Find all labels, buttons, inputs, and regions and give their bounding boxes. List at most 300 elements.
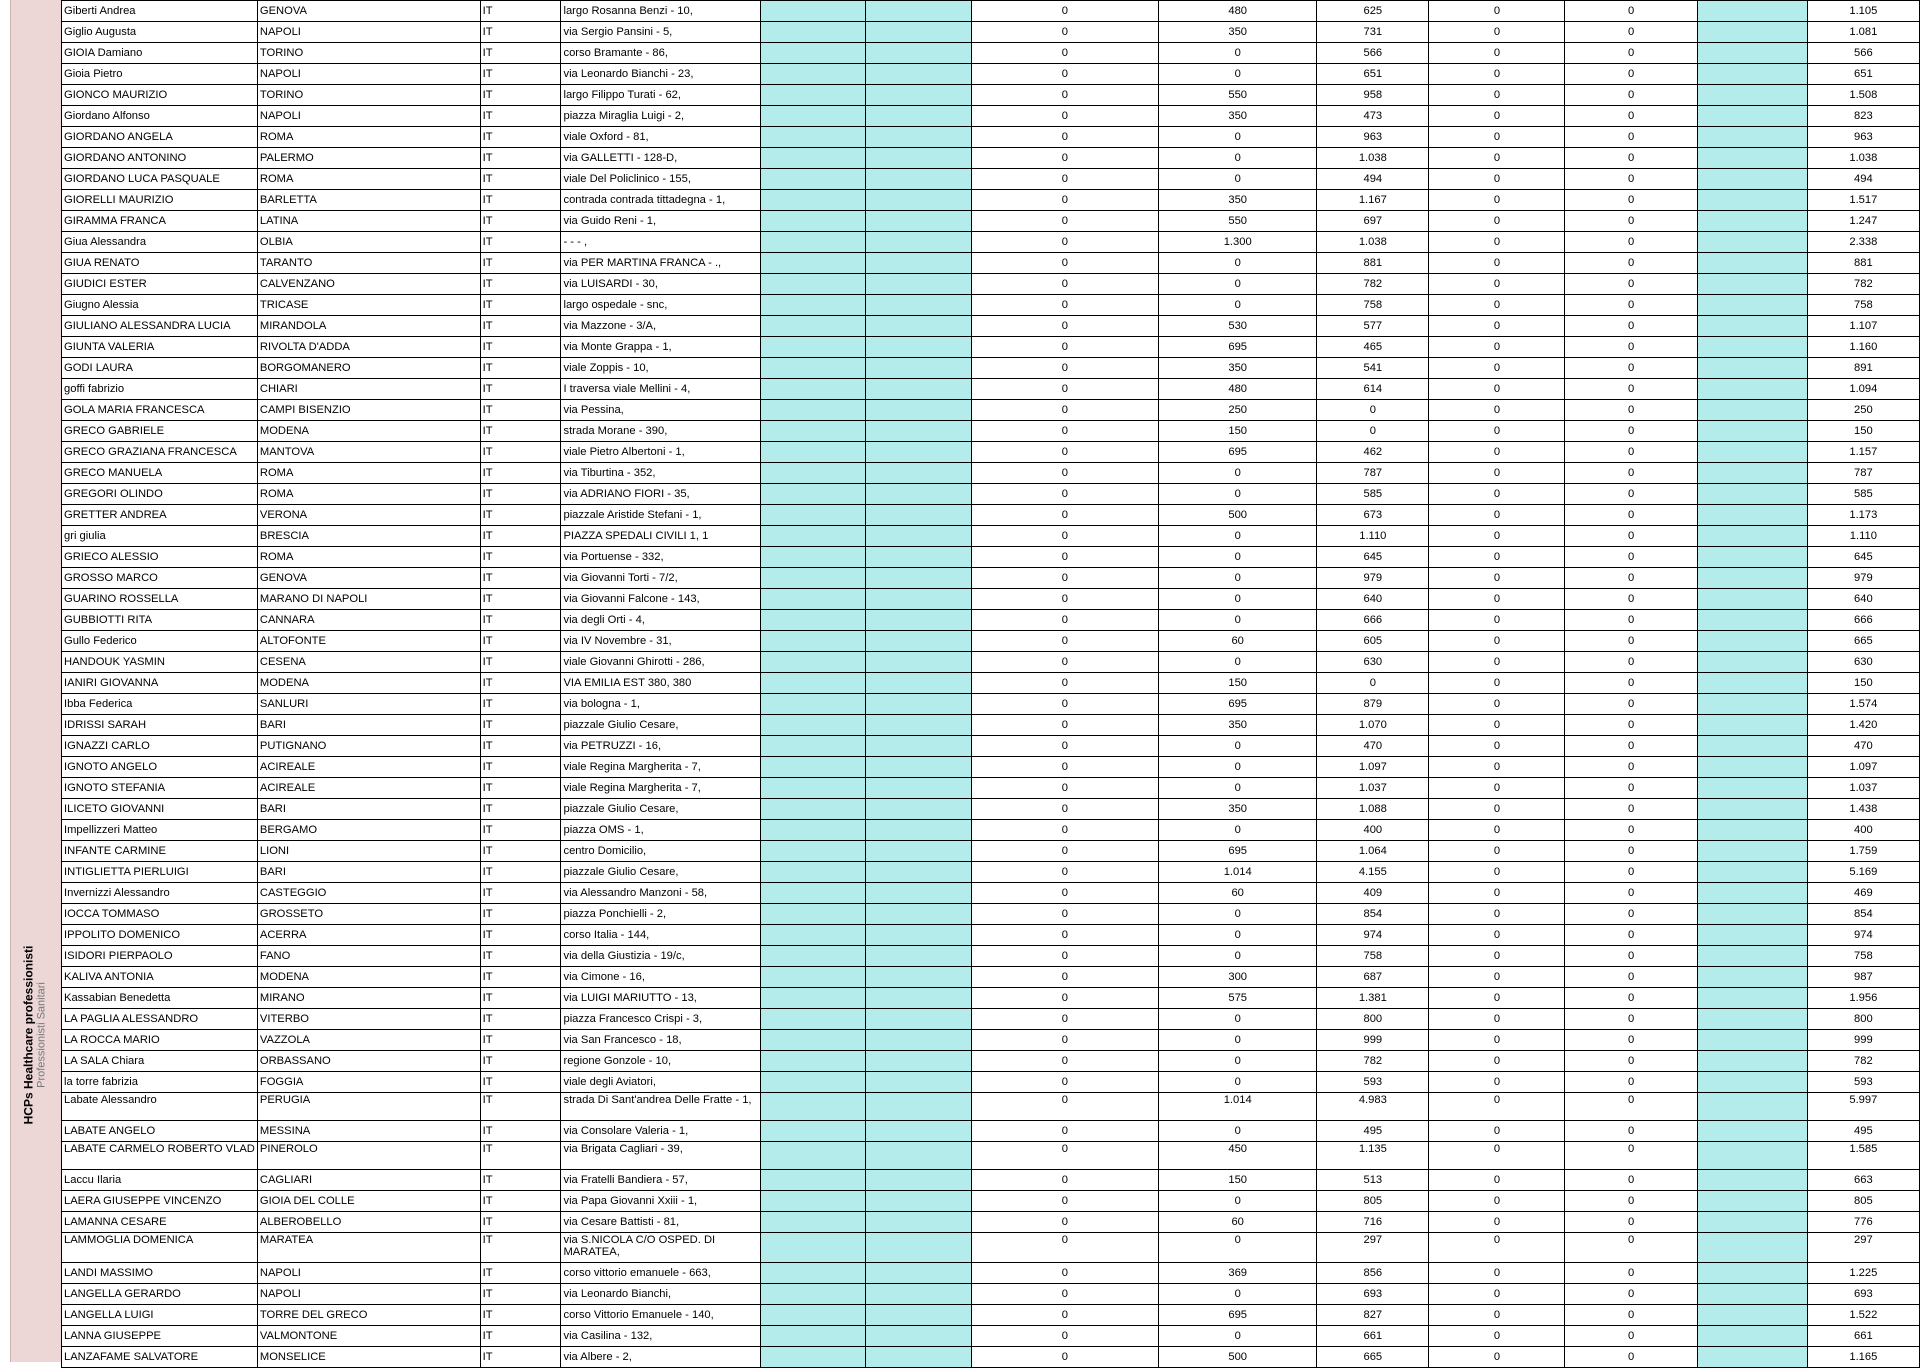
value-cell: 0 (1317, 673, 1429, 694)
value-cell: 0 (1565, 337, 1697, 358)
country-cell: IT (480, 757, 561, 778)
total-cell: 1.081 (1807, 22, 1919, 43)
value-cell: 470 (1317, 736, 1429, 757)
city-cell: CASTEGGIO (257, 883, 480, 904)
table-row (62, 64, 1920, 85)
table-row (62, 463, 1920, 484)
country-cell: IT (480, 904, 561, 925)
highlight-cell (761, 442, 866, 463)
highlight-cell (761, 148, 866, 169)
value-cell: 0 (1429, 316, 1565, 337)
value-cell: 881 (1317, 253, 1429, 274)
address-cell: via S.NICOLA C/O OSPED. DI MARATEA, (561, 1233, 761, 1263)
highlight-cell (761, 358, 866, 379)
highlight-cell (866, 190, 971, 211)
value-cell: 480 (1159, 1, 1317, 22)
highlight-cell (761, 1121, 866, 1142)
value-cell: 0 (971, 190, 1159, 211)
value-cell: 0 (1429, 1051, 1565, 1072)
total-cell: 1.517 (1807, 190, 1919, 211)
total-cell: 2.338 (1807, 232, 1919, 253)
table-row (62, 904, 1920, 925)
city-cell: VALMONTONE (257, 1326, 480, 1347)
highlight-cell (761, 1263, 866, 1284)
highlight-cell (866, 589, 971, 610)
table-row (62, 1051, 1920, 1072)
highlight-cell (866, 127, 971, 148)
value-cell: 0 (1159, 946, 1317, 967)
country-cell: IT (480, 400, 561, 421)
value-cell: 0 (971, 526, 1159, 547)
name-cell: gri giulia (62, 526, 258, 547)
city-cell: VITERBO (257, 1009, 480, 1030)
highlight-cell (1697, 190, 1807, 211)
name-cell: HANDOUK YASMIN (62, 652, 258, 673)
highlight-cell (1697, 295, 1807, 316)
city-cell: NAPOLI (257, 1284, 480, 1305)
table-row (62, 1030, 1920, 1051)
highlight-cell (866, 358, 971, 379)
value-cell: 0 (1429, 1284, 1565, 1305)
total-cell: 150 (1807, 673, 1919, 694)
value-cell: 0 (971, 547, 1159, 568)
address-cell: viale Oxford - 81, (561, 127, 761, 148)
city-cell: MANTOVA (257, 442, 480, 463)
value-cell: 0 (1429, 253, 1565, 274)
highlight-cell (866, 799, 971, 820)
highlight-cell (866, 1142, 971, 1170)
value-cell: 0 (971, 64, 1159, 85)
highlight-cell (866, 484, 971, 505)
country-cell: IT (480, 85, 561, 106)
value-cell: 0 (1565, 421, 1697, 442)
table-row (62, 442, 1920, 463)
value-cell: 0 (1429, 421, 1565, 442)
value-cell: 0 (971, 799, 1159, 820)
highlight-cell (1697, 1072, 1807, 1093)
value-cell: 0 (971, 106, 1159, 127)
name-cell: LANNA GIUSEPPE (62, 1326, 258, 1347)
address-cell: piazzale Giulio Cesare, (561, 799, 761, 820)
city-cell: OLBIA (257, 232, 480, 253)
value-cell: 60 (1159, 631, 1317, 652)
highlight-cell (761, 1142, 866, 1170)
name-cell: GIRAMMA FRANCA (62, 211, 258, 232)
value-cell: 0 (1159, 43, 1317, 64)
name-cell: GODI LAURA (62, 358, 258, 379)
highlight-cell (1697, 694, 1807, 715)
value-cell: 0 (971, 400, 1159, 421)
country-cell: IT (480, 1072, 561, 1093)
highlight-cell (1697, 904, 1807, 925)
highlight-cell (866, 1347, 971, 1368)
highlight-cell (866, 442, 971, 463)
name-cell: GRECO MANUELA (62, 463, 258, 484)
table-row (62, 988, 1920, 1009)
country-cell: IT (480, 1009, 561, 1030)
address-cell: largo Rosanna Benzi - 10, (561, 1, 761, 22)
table-container (61, 0, 1920, 1368)
value-cell: 500 (1159, 1347, 1317, 1368)
value-cell: 0 (1565, 106, 1697, 127)
address-cell: via LUIGI MARIUTTO - 13, (561, 988, 761, 1009)
name-cell: la torre fabrizia (62, 1072, 258, 1093)
value-cell: 0 (1565, 1212, 1697, 1233)
value-cell: 0 (1565, 43, 1697, 64)
value-cell: 0 (1565, 778, 1697, 799)
total-cell: 665 (1807, 631, 1919, 652)
table-row (62, 1093, 1920, 1121)
table-row (62, 1121, 1920, 1142)
table-row (62, 1233, 1920, 1263)
value-cell: 0 (971, 358, 1159, 379)
city-cell: ROMA (257, 484, 480, 505)
highlight-cell (1697, 253, 1807, 274)
highlight-cell (761, 715, 866, 736)
value-cell: 1.037 (1317, 778, 1429, 799)
total-cell: 979 (1807, 568, 1919, 589)
table-row (62, 337, 1920, 358)
city-cell: ACIREALE (257, 778, 480, 799)
value-cell: 0 (971, 820, 1159, 841)
country-cell: IT (480, 715, 561, 736)
value-cell: 0 (1429, 1212, 1565, 1233)
country-cell: IT (480, 106, 561, 127)
highlight-cell (1697, 211, 1807, 232)
country-cell: IT (480, 988, 561, 1009)
value-cell: 0 (1159, 1326, 1317, 1347)
value-cell: 0 (1159, 169, 1317, 190)
highlight-cell (761, 1072, 866, 1093)
total-cell: 1.247 (1807, 211, 1919, 232)
highlight-cell (1697, 1093, 1807, 1121)
value-cell: 0 (971, 169, 1159, 190)
country-cell: IT (480, 1142, 561, 1170)
highlight-cell (866, 421, 971, 442)
value-cell: 462 (1317, 442, 1429, 463)
highlight-cell (1697, 988, 1807, 1009)
city-cell: CAGLIARI (257, 1170, 480, 1191)
country-cell: IT (480, 1, 561, 22)
vertical-section-label (22, 946, 49, 1125)
highlight-cell (761, 421, 866, 442)
total-cell: 1.438 (1807, 799, 1919, 820)
table-row (62, 1263, 1920, 1284)
name-cell: LAMANNA CESARE (62, 1212, 258, 1233)
table-row (62, 1191, 1920, 1212)
value-cell: 513 (1317, 1170, 1429, 1191)
highlight-cell (1697, 1212, 1807, 1233)
value-cell: 958 (1317, 85, 1429, 106)
value-cell: 979 (1317, 568, 1429, 589)
value-cell: 0 (1565, 274, 1697, 295)
highlight-cell (1697, 946, 1807, 967)
value-cell: 0 (971, 1326, 1159, 1347)
city-cell: PERUGIA (257, 1093, 480, 1121)
value-cell: 0 (1429, 232, 1565, 253)
highlight-cell (761, 22, 866, 43)
highlight-cell (1697, 1233, 1807, 1263)
value-cell: 0 (971, 1009, 1159, 1030)
value-cell: 0 (1429, 736, 1565, 757)
value-cell: 0 (1565, 463, 1697, 484)
highlight-cell (1697, 1051, 1807, 1072)
value-cell: 297 (1317, 1233, 1429, 1263)
highlight-cell (866, 757, 971, 778)
table-row (62, 22, 1920, 43)
country-cell: IT (480, 1212, 561, 1233)
address-cell: piazzale Giulio Cesare, (561, 715, 761, 736)
country-cell: IT (480, 1305, 561, 1326)
name-cell: GRECO GRAZIANA FRANCESCA (62, 442, 258, 463)
highlight-cell (1697, 736, 1807, 757)
highlight-cell (866, 652, 971, 673)
value-cell: 0 (1159, 925, 1317, 946)
highlight-cell (1697, 862, 1807, 883)
value-cell: 0 (1565, 379, 1697, 400)
highlight-cell (866, 862, 971, 883)
value-cell: 0 (1565, 904, 1697, 925)
address-cell: via Brigata Cagliari - 39, (561, 1142, 761, 1170)
address-cell: via Mazzone - 3/A, (561, 316, 761, 337)
value-cell: 0 (1565, 1072, 1697, 1093)
table-row (62, 505, 1920, 526)
value-cell: 0 (1565, 988, 1697, 1009)
value-cell: 0 (971, 85, 1159, 106)
city-cell: GROSSETO (257, 904, 480, 925)
highlight-cell (866, 274, 971, 295)
name-cell: GIOIA Damiano (62, 43, 258, 64)
highlight-cell (1697, 1284, 1807, 1305)
highlight-cell (761, 505, 866, 526)
city-cell: LIONI (257, 841, 480, 862)
address-cell: via Casilina - 132, (561, 1326, 761, 1347)
value-cell: 0 (1429, 1326, 1565, 1347)
highlight-cell (1697, 358, 1807, 379)
city-cell: ORBASSANO (257, 1051, 480, 1072)
highlight-cell (866, 904, 971, 925)
address-cell: via Pessina, (561, 400, 761, 421)
value-cell: 0 (1565, 1326, 1697, 1347)
value-cell: 782 (1317, 1051, 1429, 1072)
highlight-cell (761, 946, 866, 967)
value-cell: 0 (1429, 1347, 1565, 1368)
value-cell: 0 (1159, 295, 1317, 316)
highlight-cell (866, 1030, 971, 1051)
total-cell: 1.759 (1807, 841, 1919, 862)
address-cell: corso Italia - 144, (561, 925, 761, 946)
country-cell: IT (480, 463, 561, 484)
name-cell: Giugno Alessia (62, 295, 258, 316)
table-row (62, 190, 1920, 211)
value-cell: 0 (971, 757, 1159, 778)
value-cell: 0 (1159, 820, 1317, 841)
table-row (62, 820, 1920, 841)
highlight-cell (1697, 673, 1807, 694)
value-cell: 0 (1565, 925, 1697, 946)
highlight-cell (1697, 778, 1807, 799)
value-cell: 0 (971, 967, 1159, 988)
value-cell: 0 (971, 295, 1159, 316)
value-cell: 625 (1317, 1, 1429, 22)
value-cell: 0 (971, 274, 1159, 295)
table-row (62, 169, 1920, 190)
table-row (62, 736, 1920, 757)
table-row (62, 484, 1920, 505)
city-cell: MARANO DI NAPOLI (257, 589, 480, 610)
total-cell: 250 (1807, 400, 1919, 421)
highlight-cell (1697, 1, 1807, 22)
value-cell: 0 (971, 1030, 1159, 1051)
highlight-cell (866, 568, 971, 589)
country-cell: IT (480, 379, 561, 400)
value-cell: 0 (1565, 442, 1697, 463)
highlight-cell (761, 190, 866, 211)
address-cell: via della Giustizia - 19/c, (561, 946, 761, 967)
value-cell: 0 (1429, 22, 1565, 43)
value-cell: 0 (1159, 547, 1317, 568)
total-cell: 891 (1807, 358, 1919, 379)
value-cell: 0 (971, 421, 1159, 442)
value-cell: 0 (971, 673, 1159, 694)
highlight-cell (1697, 652, 1807, 673)
country-cell: IT (480, 1170, 561, 1191)
address-cell: via Alessandro Manzoni - 58, (561, 883, 761, 904)
highlight-cell (866, 1, 971, 22)
country-cell: IT (480, 316, 561, 337)
value-cell: 640 (1317, 589, 1429, 610)
table-row (62, 1009, 1920, 1030)
total-cell: 566 (1807, 43, 1919, 64)
highlight-cell (761, 883, 866, 904)
name-cell: IDRISSI SARAH (62, 715, 258, 736)
value-cell: 1.064 (1317, 841, 1429, 862)
highlight-cell (866, 1263, 971, 1284)
address-cell: via LUISARDI - 30, (561, 274, 761, 295)
value-cell: 550 (1159, 211, 1317, 232)
country-cell: IT (480, 1326, 561, 1347)
highlight-cell (1697, 820, 1807, 841)
country-cell: IT (480, 232, 561, 253)
value-cell: 0 (1159, 1191, 1317, 1212)
name-cell: LABATE ANGELO (62, 1121, 258, 1142)
table-row (62, 1305, 1920, 1326)
value-cell: 0 (1159, 274, 1317, 295)
highlight-cell (1697, 64, 1807, 85)
highlight-cell (866, 1284, 971, 1305)
country-cell: IT (480, 1121, 561, 1142)
table-row (62, 1326, 1920, 1347)
value-cell: 0 (1159, 484, 1317, 505)
value-cell: 0 (1565, 610, 1697, 631)
highlight-cell (761, 757, 866, 778)
address-cell: via Leonardo Bianchi - 23, (561, 64, 761, 85)
address-cell: via Cesare Battisti - 81, (561, 1212, 761, 1233)
name-cell: LANDI MASSIMO (62, 1263, 258, 1284)
highlight-cell (866, 463, 971, 484)
highlight-cell (866, 232, 971, 253)
value-cell: 150 (1159, 673, 1317, 694)
table-row (62, 295, 1920, 316)
address-cell: largo Filippo Turati - 62, (561, 85, 761, 106)
total-cell: 1.508 (1807, 85, 1919, 106)
total-cell: 5.997 (1807, 1093, 1919, 1121)
address-cell: via ADRIANO FIORI - 35, (561, 484, 761, 505)
total-cell: 1.165 (1807, 1347, 1919, 1368)
highlight-cell (866, 1009, 971, 1030)
value-cell: 827 (1317, 1305, 1429, 1326)
highlight-cell (1697, 421, 1807, 442)
highlight-cell (761, 85, 866, 106)
table-row (62, 1170, 1920, 1191)
country-cell: IT (480, 946, 561, 967)
value-cell: 0 (1429, 505, 1565, 526)
name-cell: IGNAZZI CARLO (62, 736, 258, 757)
city-cell: ACIREALE (257, 757, 480, 778)
total-cell: 805 (1807, 1191, 1919, 1212)
city-cell: LATINA (257, 211, 480, 232)
side-band (10, 0, 61, 1362)
highlight-cell (1697, 568, 1807, 589)
value-cell: 0 (1565, 148, 1697, 169)
value-cell: 566 (1317, 43, 1429, 64)
highlight-cell (761, 736, 866, 757)
total-cell: 1.110 (1807, 526, 1919, 547)
city-cell: BERGAMO (257, 820, 480, 841)
name-cell: Impellizzeri Matteo (62, 820, 258, 841)
value-cell: 0 (1159, 610, 1317, 631)
value-cell: 0 (1565, 526, 1697, 547)
highlight-cell (866, 169, 971, 190)
country-cell: IT (480, 1233, 561, 1263)
highlight-cell (866, 1121, 971, 1142)
address-cell: piazza Ponchielli - 2, (561, 904, 761, 925)
value-cell: 0 (1565, 736, 1697, 757)
value-cell: 0 (1429, 295, 1565, 316)
city-cell: CAMPI BISENZIO (257, 400, 480, 421)
value-cell: 805 (1317, 1191, 1429, 1212)
highlight-cell (1697, 1030, 1807, 1051)
city-cell: NAPOLI (257, 64, 480, 85)
table-row (62, 106, 1920, 127)
value-cell: 0 (1317, 400, 1429, 421)
value-cell: 409 (1317, 883, 1429, 904)
city-cell: PINEROLO (257, 1142, 480, 1170)
value-cell: 0 (1429, 925, 1565, 946)
address-cell: viale Regina Margherita - 7, (561, 778, 761, 799)
address-cell: centro Domicilio, (561, 841, 761, 862)
highlight-cell (1697, 505, 1807, 526)
table-row (62, 379, 1920, 400)
name-cell: GROSSO MARCO (62, 568, 258, 589)
name-cell: GIORDANO ANTONINO (62, 148, 258, 169)
value-cell: 731 (1317, 22, 1429, 43)
value-cell: 0 (1429, 946, 1565, 967)
city-cell: VERONA (257, 505, 480, 526)
value-cell: 1.014 (1159, 1093, 1317, 1121)
city-cell: MONSELICE (257, 1347, 480, 1368)
value-cell: 0 (1429, 1072, 1565, 1093)
city-cell: ROMA (257, 169, 480, 190)
value-cell: 0 (1159, 1233, 1317, 1263)
name-cell: Giordano Alfonso (62, 106, 258, 127)
table-row (62, 862, 1920, 883)
table-row (62, 568, 1920, 589)
name-cell: LA SALA Chiara (62, 1051, 258, 1072)
city-cell: PALERMO (257, 148, 480, 169)
total-cell: 1.107 (1807, 316, 1919, 337)
table-row (62, 589, 1920, 610)
